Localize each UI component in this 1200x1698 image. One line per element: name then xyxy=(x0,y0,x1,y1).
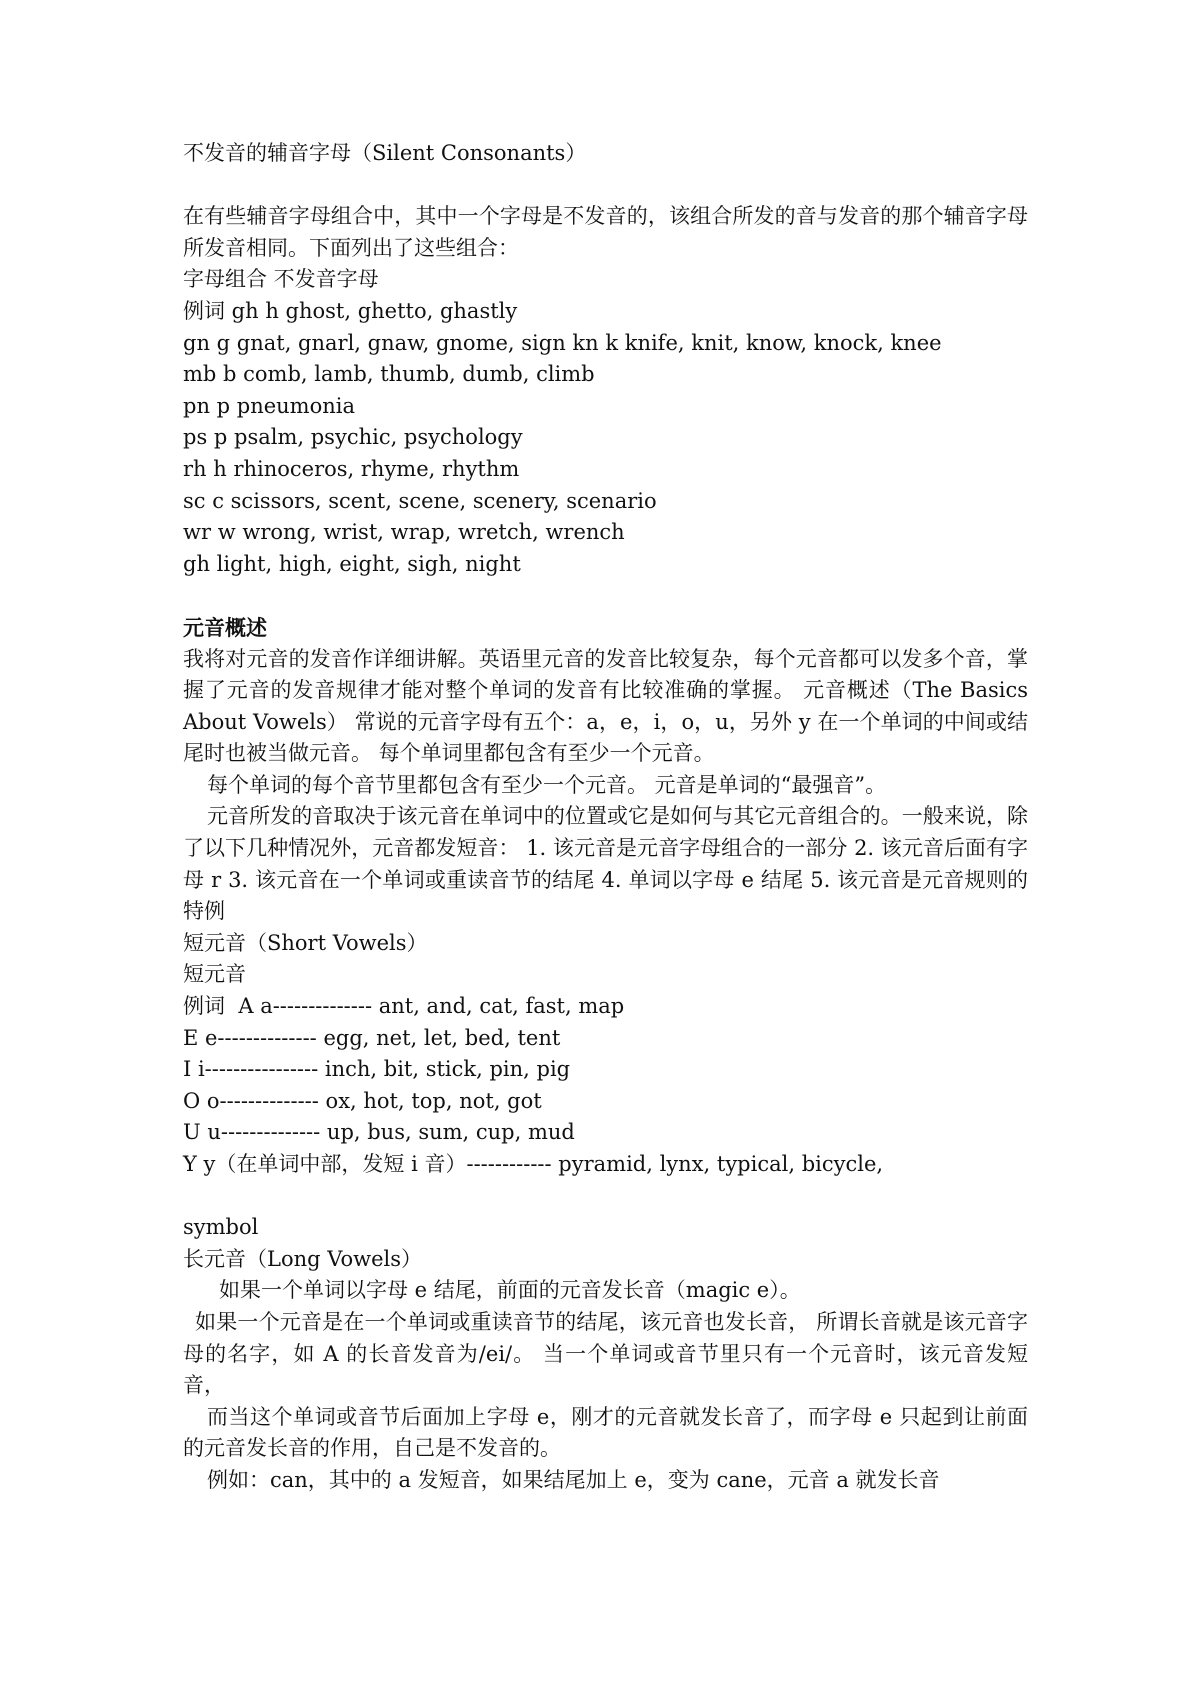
list-item: wr w wrong, wrist, wrap, wretch, wrench xyxy=(183,520,625,545)
list-item: pn p pneumonia xyxy=(183,393,355,418)
list-item: rh h rhinoceros, rhyme, rhythm xyxy=(183,456,520,481)
long-vowels-paragraph: 如果一个元音是在一个单词或重读音节的结尾，该元音也发长音， 所谓长音就是该元音字母的名字，如 A 的长音发音为/ei/。 当一个单词或音节里只有一个元音时，该元音发短音， xyxy=(183,1309,1028,1398)
list-item: 例词 gh h ghost, ghetto, ghastly xyxy=(183,298,518,323)
short-vowels-header: 短元音 xyxy=(183,962,246,987)
short-vowels-title: 短元音（Short Vowels） xyxy=(183,930,428,955)
long-vowels-paragraph: 而当这个单词或音节后面加上字母 e，刚才的元音就发长音了，而字母 e 只起到让前面的元音发长音的作用，自己是不发音的。 xyxy=(183,1404,1028,1461)
list-item: Y y（在单词中部，发短 i 音）------------ pyramid, lynx, typical, bicycle, xyxy=(183,1152,884,1176)
vowels-paragraph: 每个单词的每个音节里都包含有至少一个元音。 元音是单词的“最强音”。 xyxy=(207,772,887,797)
section-title-vowels: 元音概述 xyxy=(183,614,267,640)
list-item: mb b comb, lamb, thumb, dumb, climb xyxy=(183,362,595,387)
list-item: O o-------------- ox, hot, top, not, got xyxy=(183,1088,542,1113)
list-item: ps p psalm, psychic, psychology xyxy=(183,425,523,450)
long-vowels-paragraph: 如果一个单词以字母 e 结尾，前面的元音发长音（magic e）。 xyxy=(219,1278,801,1303)
spacer xyxy=(183,1181,1028,1213)
vowels-paragraph: 我将对元音的发音作详细讲解。英语里元音的发音比较复杂，每个元音都可以发多个音，掌握了元音的发音规律才能对整个单词的发音有比较准确的掌握。 元音概述（The Basics About Vowels） 常说的元音字母有五个：a，e，i，o，u，另外 y 在一个单词的中间或结尾时也被当做元音。 每个单词里都包含有至少一个元音。 xyxy=(183,646,1028,766)
document-page xyxy=(183,138,1028,1497)
list-item: E e-------------- egg, net, let, bed, tent xyxy=(183,1025,561,1050)
list-item: gn g gnat, gnarl, gnaw, gnome, sign kn k knife, knit, know, knock, knee xyxy=(183,330,942,355)
list-item-continuation: symbol xyxy=(183,1215,259,1240)
list-item: I i---------------- inch, bit, stick, pin, pig xyxy=(183,1057,571,1082)
long-vowels-paragraph: 例如：can，其中的 a 发短音，如果结尾加上 e，变为 cane，元音 a 就发长音 xyxy=(207,1467,940,1492)
spacer xyxy=(183,580,1028,612)
list-item: gh light, high, eight, sigh, night xyxy=(183,551,521,576)
list-item: 例词 A a-------------- ant, and, cat, fast, map xyxy=(183,994,625,1019)
table-header: 字母组合 不发音字母 xyxy=(183,267,379,292)
list-item: sc c scissors, scent, scene, scenery, scenario xyxy=(183,488,657,513)
long-vowels-title: 长元音（Long Vowels） xyxy=(183,1246,423,1271)
silent-consonants-intro: 在有些辅音字母组合中，其中一个字母是不发音的，该组合所发的音与发音的那个辅音字母所发音相同。下面列出了这些组合： xyxy=(183,204,1028,260)
spacer xyxy=(183,170,1028,202)
section-title-silent-consonants: 不发音的辅音字母（Silent Consonants） xyxy=(183,141,587,165)
vowels-paragraph: 元音所发的音取决于该元音在单词中的位置或它是如何与其它元音组合的。一般来说，除了以下几种情况外，元音都发短音： 1. 该元音是元音字母组合的一部分 2. 该元音后面有字母 r 3. 该元音在一个单词或重读音节的结尾 4. 单词以字母 e 结尾 5. 该元音是元音规则的特例 xyxy=(183,804,1028,924)
list-item: U u-------------- up, bus, sum, cup, mud xyxy=(183,1120,575,1145)
